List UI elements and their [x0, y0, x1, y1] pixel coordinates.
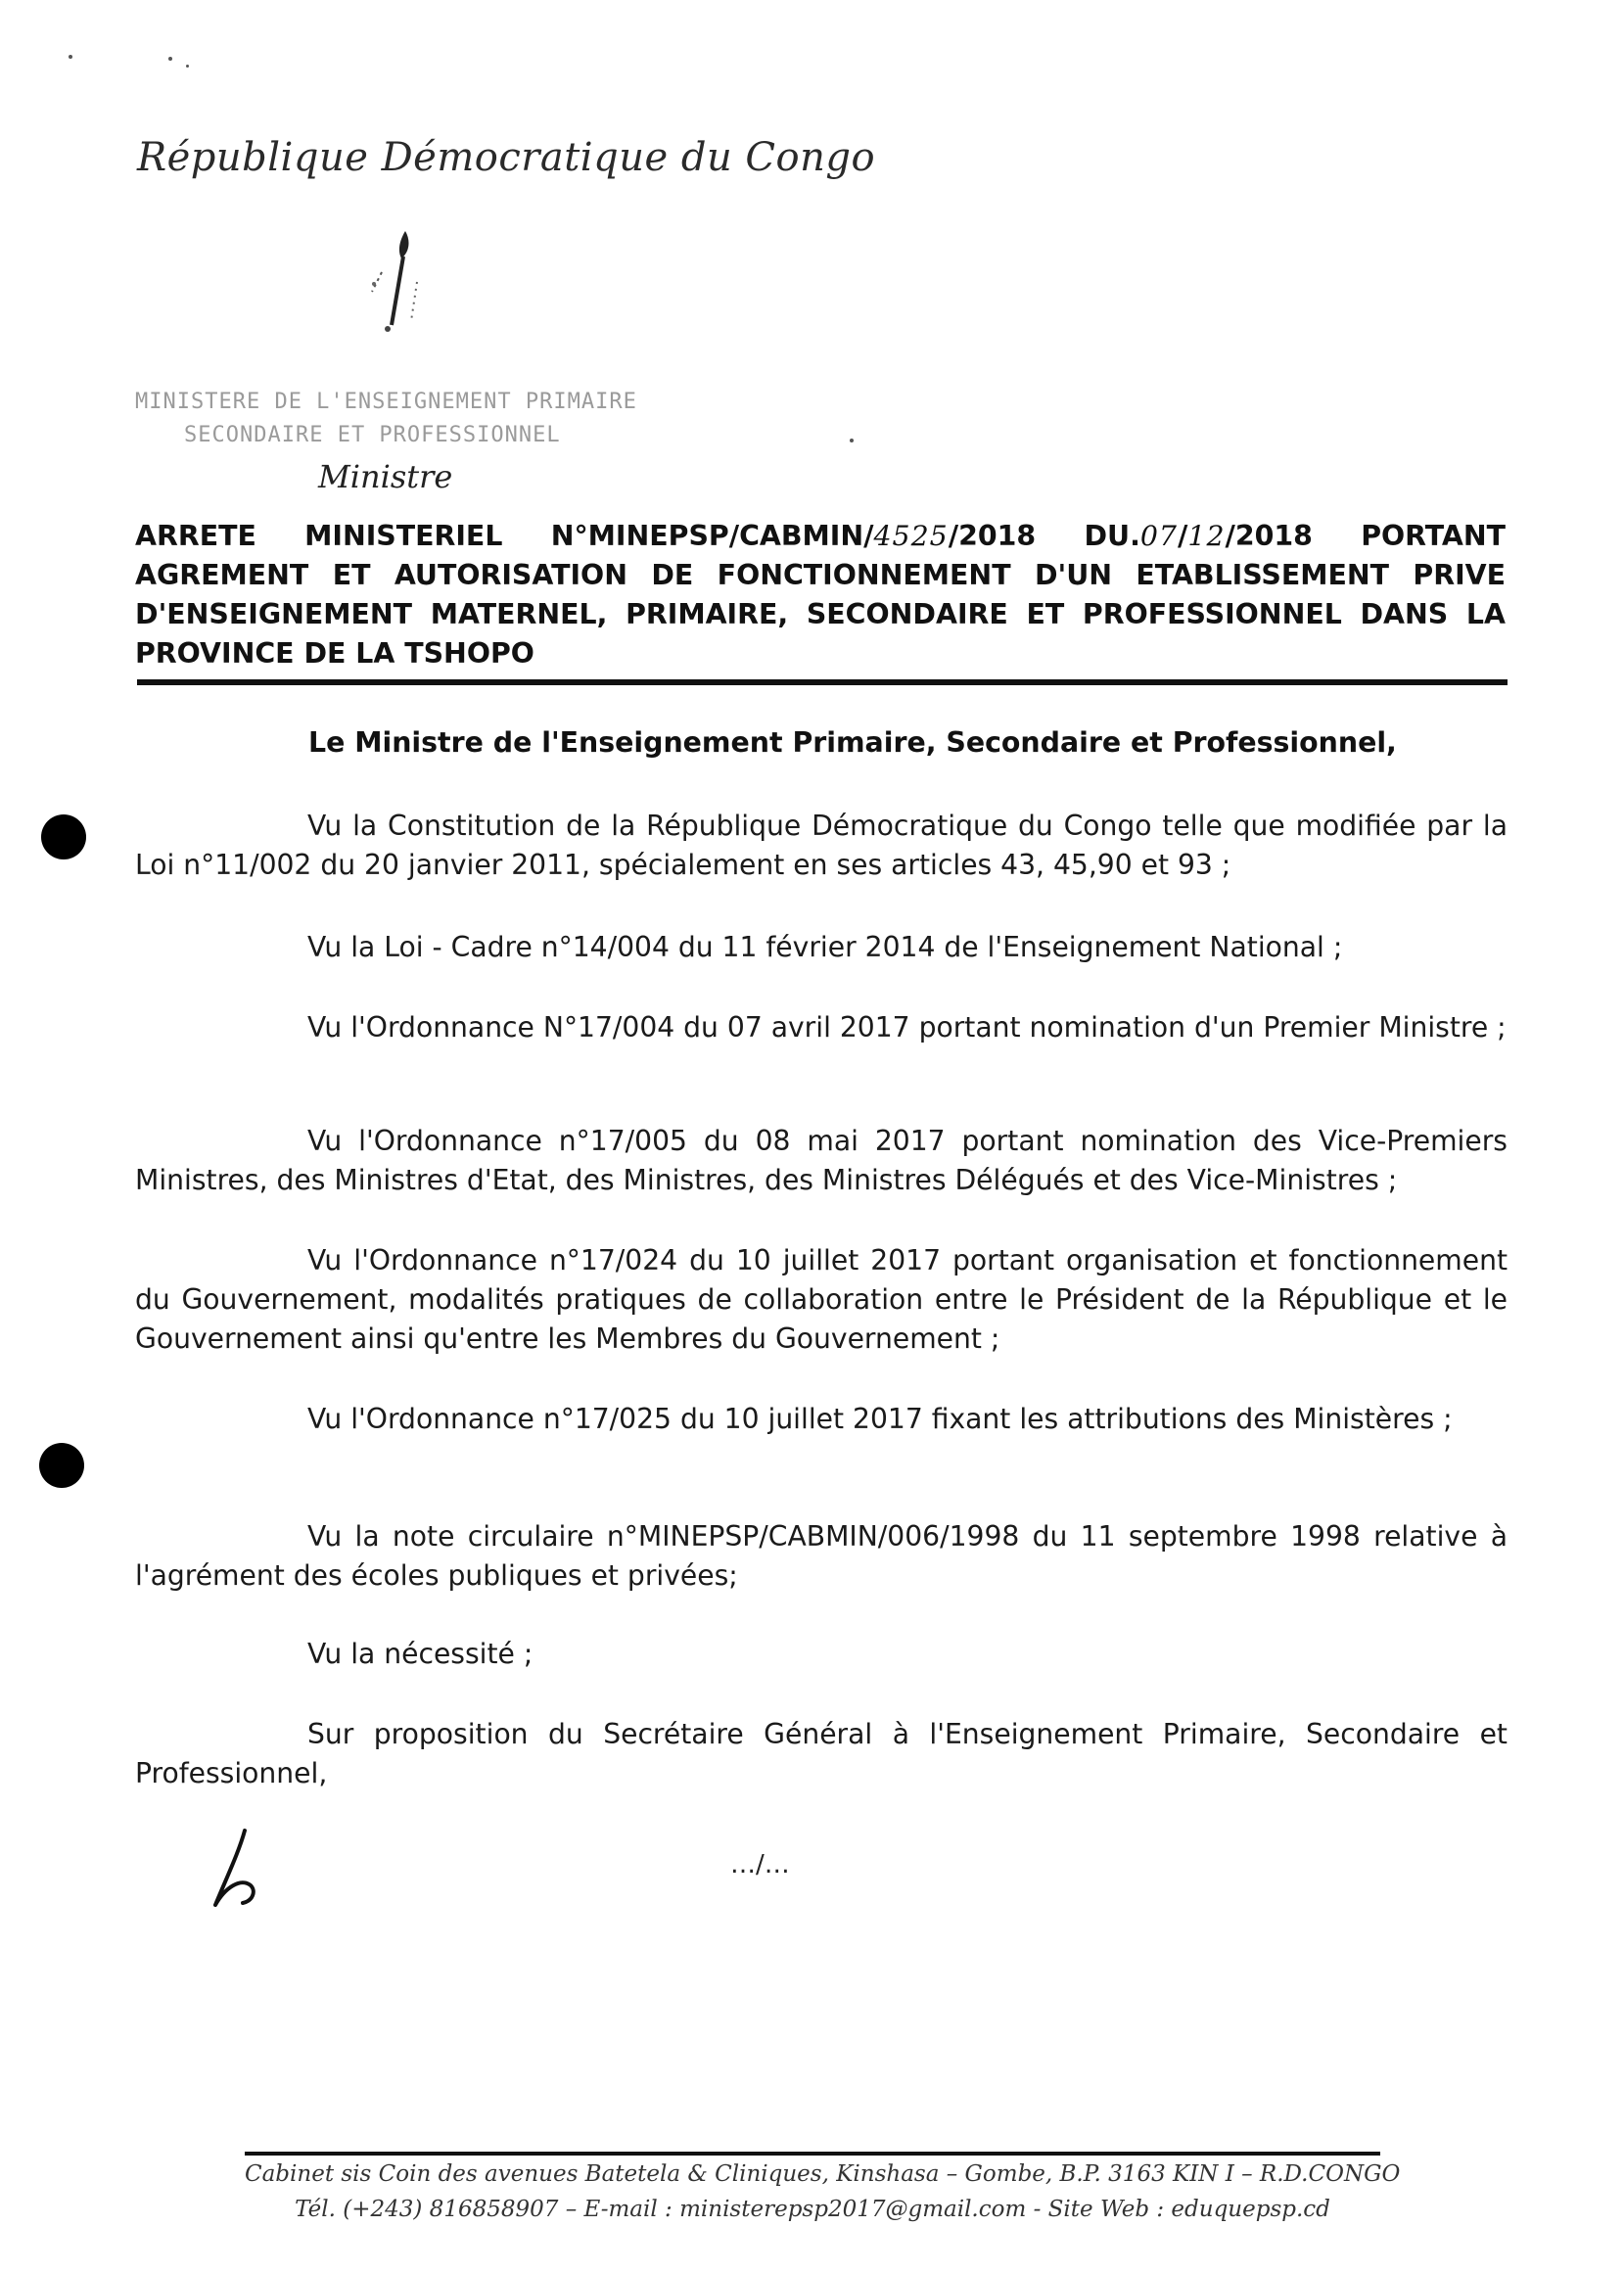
continuation-mark: …/… — [730, 1850, 790, 1879]
handwritten-initials-icon — [206, 1823, 284, 1911]
footer-rule — [245, 2152, 1380, 2156]
minister-heading: Le Ministre de l'Enseignement Primaire, Secondaire et Professionnel, — [308, 726, 1397, 759]
title-separator: / — [1178, 520, 1188, 552]
consideration-constitution: Vu la Constitution de la République Démocratique du Congo telle que modifiée par la Loi n°11/002 du 20 janvier 2011, spécialement en ses articles 43, 45,90 et 93 ; — [135, 810, 1508, 881]
consideration-premier-ministre: Vu l'Ordonnance N°17/004 du 07 avril 2017 portant nomination d'un Premier Ministre ; — [307, 1011, 1507, 1044]
consideration-loi-cadre: Vu la Loi - Cadre n°14/004 du 11 février 2014 de l'Enseignement National ; — [307, 931, 1343, 963]
consideration-gouvernement: Vu l'Ordonnance n°17/024 du 10 juillet 2017 portant organisation et fonctionnement du Gouvernement, modalités pratiques de collaboration entre le Président de la République et le Gouvernement ainsi qu'entre les Membres du Gouvernement ; — [135, 1244, 1508, 1355]
title-part-3: /2018 PORTANT AGREMENT ET AUTORISATION DE FONCTIONNEMENT D'UN ETABLISSEMENT PRIVE D'ENSEIGNEMENT MATERNEL, PRIMAIRE, SECONDAIRE ET PROFESSIONNEL DANS LA PROVINCE DE LA TSHOPO — [135, 520, 1506, 670]
scan-speck — [186, 65, 189, 68]
punch-hole — [41, 814, 86, 859]
decree-title — [135, 517, 1506, 673]
consideration-proposition: Sur proposition du Secrétaire Général à l'Enseignement Primaire, Secondaire et Professionnel, — [135, 1718, 1508, 1789]
title-part-2: /2018 DU. — [948, 520, 1140, 552]
ministry-name-line-2: SECONDAIRE ET PROFESSIONNEL — [184, 423, 561, 447]
scan-speck — [850, 439, 854, 442]
handwritten-number: 4525 — [873, 520, 949, 552]
title-underline — [137, 679, 1508, 685]
torch-emblem-icon — [362, 223, 441, 341]
footer-contact: Tél. (+243) 816858907 – E-mail : ministerepsp2017@gmail.com - Site Web : eduquepsp.cd — [295, 2197, 1330, 2222]
handwritten-month: 12 — [1187, 520, 1226, 552]
republic-header: République Démocratique du Congo — [137, 135, 876, 180]
consideration-attributions: Vu l'Ordonnance n°17/025 du 10 juillet 2017 fixant les attributions des Ministères ; — [307, 1403, 1453, 1435]
scan-speck — [69, 55, 72, 59]
scan-speck — [168, 57, 172, 61]
handwritten-day: 07 — [1139, 520, 1178, 552]
consideration-note-circulaire: Vu la note circulaire n°MINEPSP/CABMIN/006/1998 du 11 septembre 1998 relative à l'agrément des écoles publiques et privées; — [135, 1520, 1508, 1592]
consideration-necessite: Vu la nécessité ; — [307, 1638, 534, 1670]
ministry-name-line-1: MINISTERE DE L'ENSEIGNEMENT PRIMAIRE — [135, 390, 637, 414]
consideration-vice-ministres: Vu l'Ordonnance n°17/005 du 08 mai 2017 portant nomination des Vice-Premiers Ministres, des Ministres d'Etat, des Ministres, des Ministres Délégués et des Vice-Ministres ; — [135, 1125, 1508, 1196]
title-part-1: ARRETE MINISTERIEL N°MINEPSP/CABMIN/ — [135, 520, 874, 552]
footer-address: Cabinet sis Coin des avenues Batetela & Cliniques, Kinshasa – Gombe, B.P. 3163 KIN I – R.D.CONGO — [245, 2161, 1401, 2187]
punch-hole — [39, 1443, 84, 1488]
office-label: Ministre — [318, 458, 453, 495]
